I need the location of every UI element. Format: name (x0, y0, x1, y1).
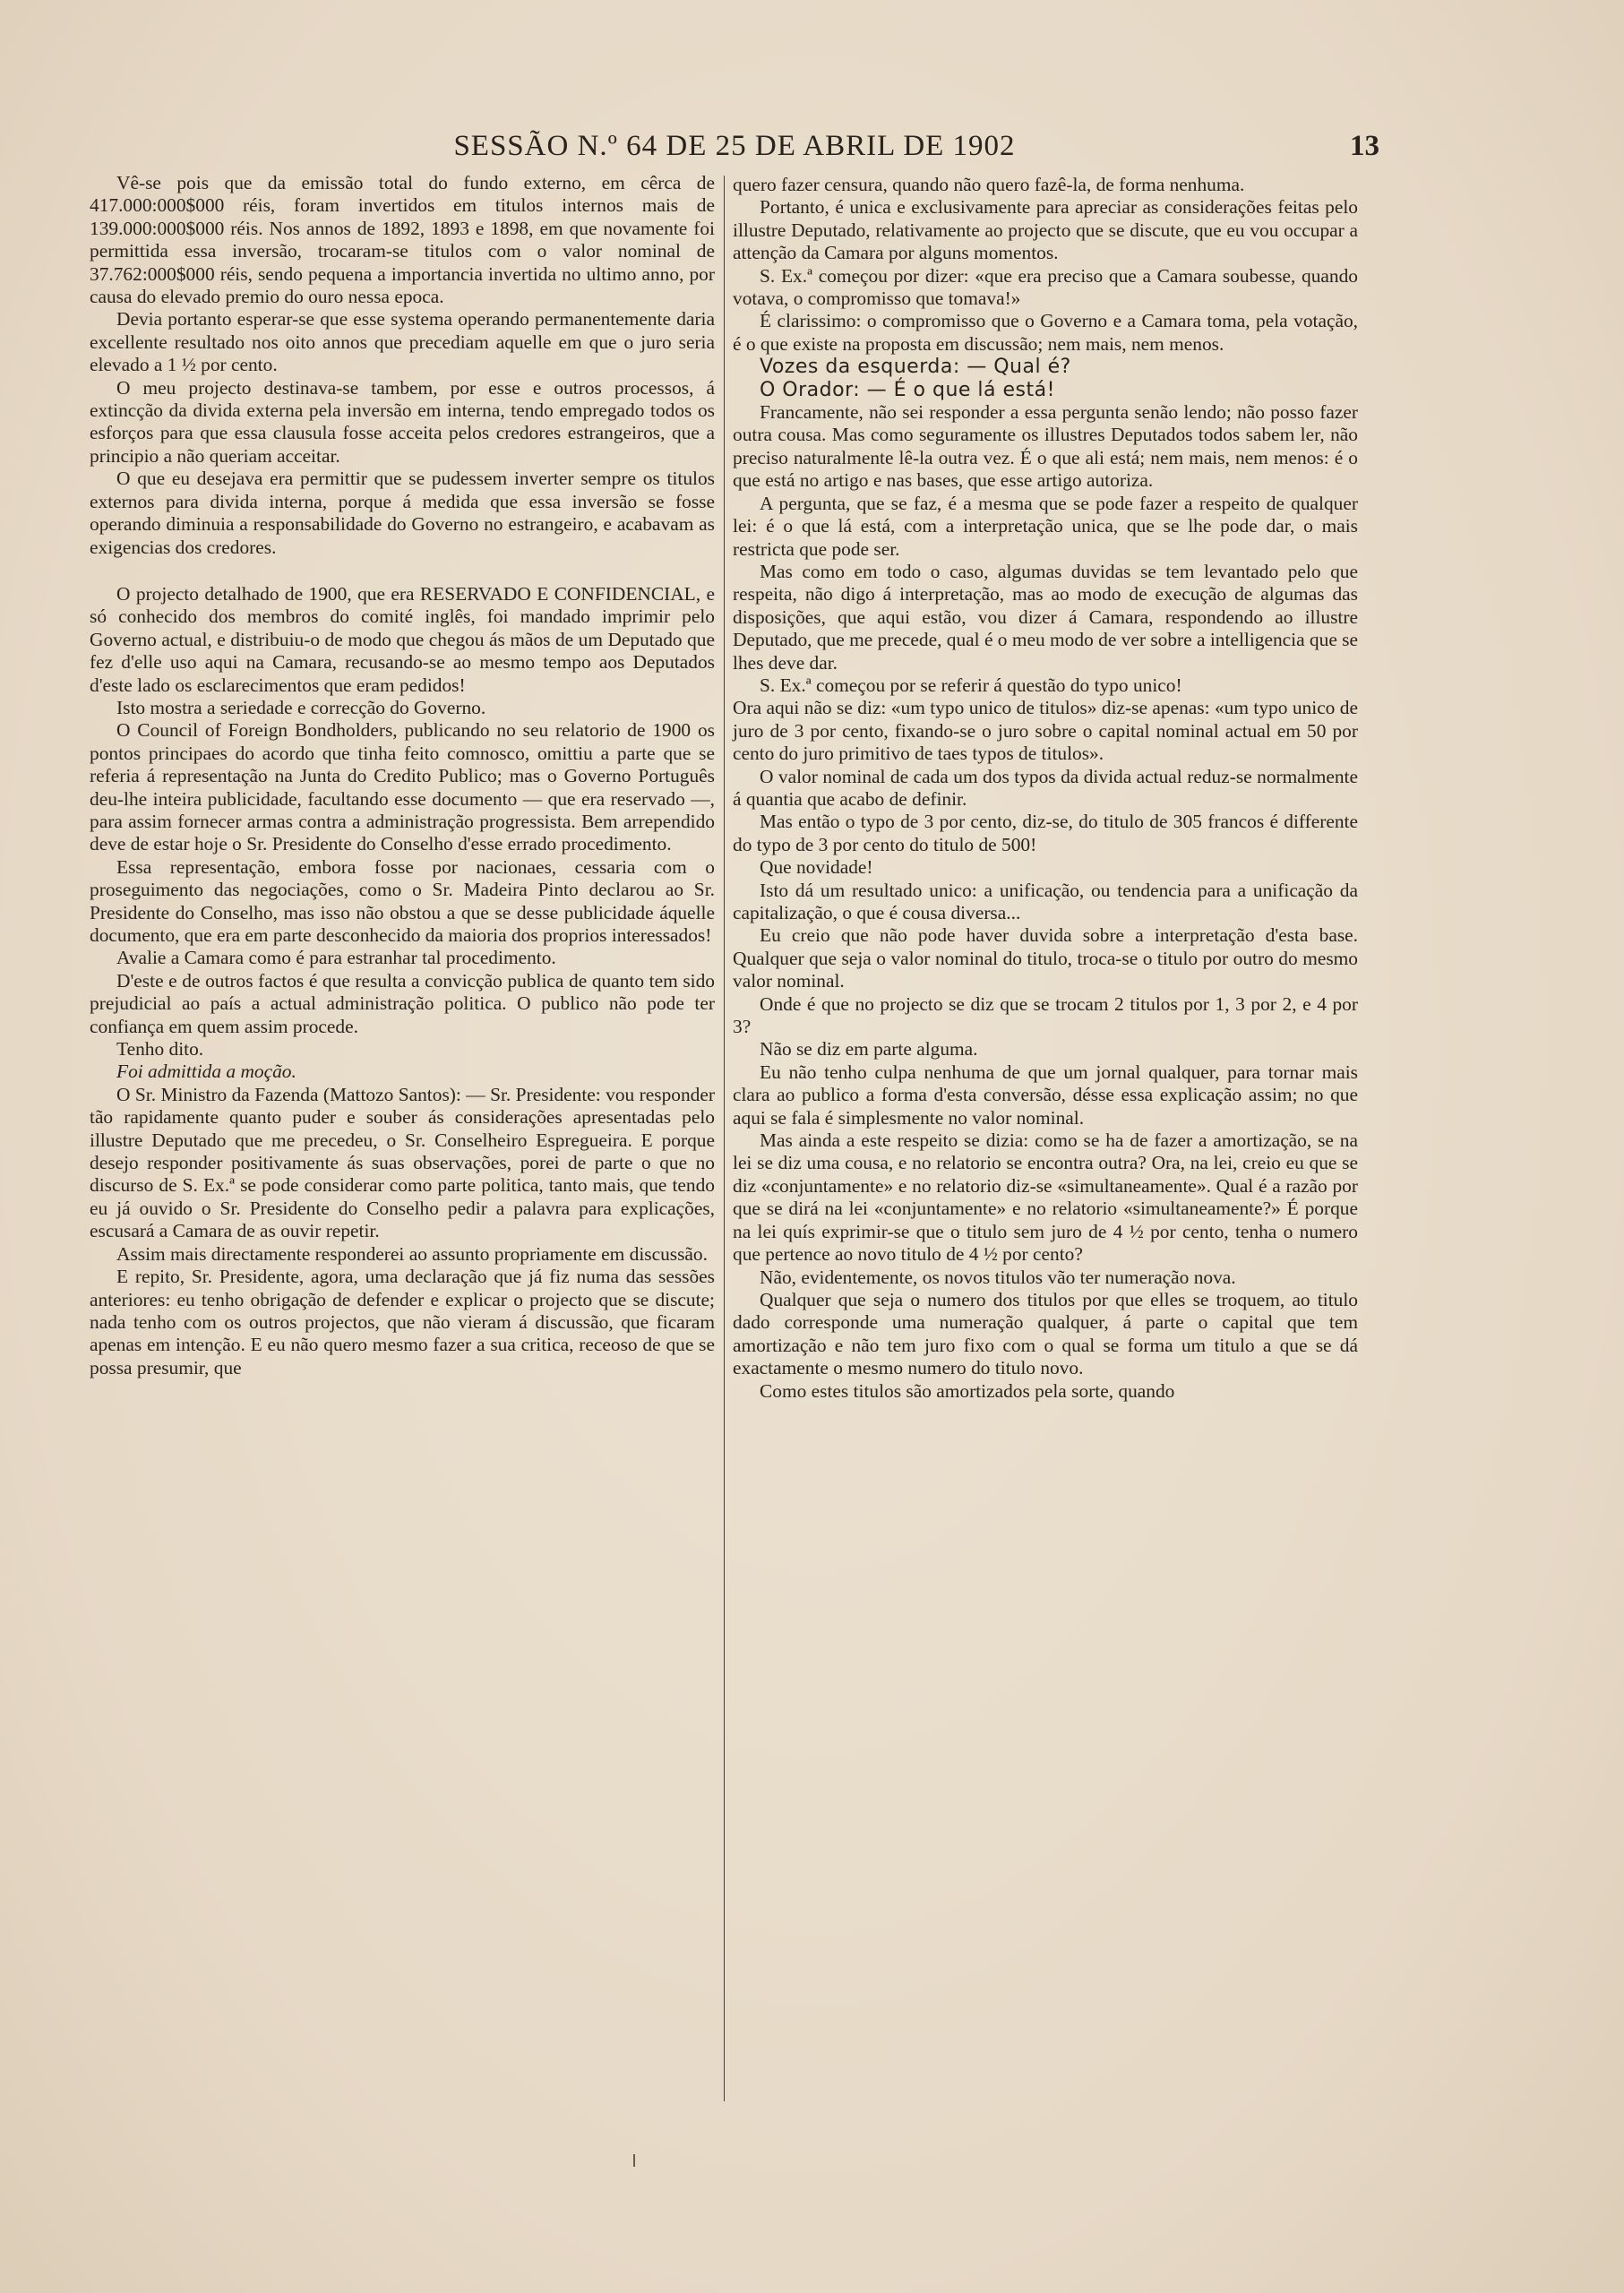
speaker-reply: O Orador: — É o que lá está! (760, 378, 1055, 401)
paragraph: Essa representação, embora fosse por nacionaes, cessaria com o proseguimento das negociações, como o Sr. Madeira Pinto declarou ao Sr. Presidente do Conselho, mas isso não obstou a que se desse publicidade áquelle documento, que era em parte desconhecido da maioria dos proprios interessados! (90, 855, 715, 946)
paragraph: Francamente, não sei responder a essa pergunta senão lendo; não posso fazer outra cousa. Mas como seguramente os illustres Deputados todos sabem ler, não preciso naturalmente lê-la outra vez. É o que ali está; nem mais, nem menos: é o que está no artigo e nas bases, que esse artigo autoriza. (733, 401, 1358, 492)
paragraph: Onde é que no projecto se diz que se trocam 2 titulos por 1, 3 por 2, e 4 por 3? (733, 992, 1358, 1038)
paragraph: Qualquer que seja o numero dos titulos por que elles se troquem, ao titulo dado corresponde uma numeração qualquer, á parte o capital que tem amortização e não tem juro fixo com o qual se forma um titulo a que se dá exactamente o mesmo numero do titulo novo. (733, 1288, 1358, 1379)
left-column (90, 172, 715, 1379)
paragraph: É clarissimo: o compromisso que o Governo e a Camara toma, pela votação, é o que existe na proposta em discussão; nem mais, nem menos. (733, 310, 1358, 355)
paragraph: O meu projecto destinava-se tambem, por esse e outros processos, á extincção da divida externa pela inversão em interna, tendo empregado todos os esforços para que essa clausula fosse acceita pelos credores estrangeiros, que a principio a não queriam acceitar. (90, 376, 715, 467)
paragraph: Assim mais directamente responderei ao assunto propriamente em discussão. (116, 1242, 708, 1265)
paragraph: Avalie a Camara como é para estranhar tal procedimento. (116, 947, 556, 969)
paragraph: Não, evidentemente, os novos titulos vão ter numeração nova. (760, 1266, 1236, 1288)
paragraph: Eu não tenho culpa nenhuma de que um jornal qualquer, para tornar mais clara ao publico a forma d'esta conversão, désse essa explicação assim; no que aqui se fala é simplesmente no valor nominal. (733, 1061, 1358, 1129)
paragraph: Tenho dito. (116, 1038, 204, 1061)
section-gap (90, 559, 715, 583)
paragraph: O valor nominal de cada um dos typos da divida actual reduz-se normalmente á quantia que acabo de definir. (733, 765, 1358, 810)
paragraph: Ora aqui não se diz: «um typo unico de titulos» diz-se apenas: «um typo unico de juro de 3 por cento, fixando-se o juro sobre o capital nominal actual em 50 por cento do juro primitivo de taes typos de titulos». (733, 697, 1358, 765)
paragraph: Mas como em todo o caso, algumas duvidas se tem levantado pelo que respeita, não digo á interpretação, mas ao modo de execução de algumas das disposições, que aqui estão, vou dizer á Camara, respondendo ao illustre Deputado, que me precede, qual é o meu modo de ver sobre a intelligencia que se lhes deve dar. (733, 560, 1358, 674)
paragraph: S. Ex.ª começou por dizer: «que era preciso que a Camara soubesse, quando votava, o compromisso que tomava!» (733, 264, 1358, 310)
paragraph: Portanto, é unica e exclusivamente para apreciar as considerações feitas pelo illustre Deputado, relativamente ao projecto que se discute, que eu vou occupar a attenção da Camara por alguns momentos. (733, 196, 1358, 264)
paragraph: Que novidade! (760, 856, 873, 879)
paragraph: quero fazer censura, quando não quero fazê-la, de forma nenhuma. (733, 174, 1245, 195)
paragraph: Vê-se pois que da emissão total do fundo externo, em cêrca de 417.000:000$000 réis, foram invertidos em titulos internos mais de 139.000:000$000 réis. Nos annos de 1892, 1893 e 1898, em que novamente foi permittida essa inversão, trocaram-se titulos com o valor nominal de 37.762:000$000 réis, sendo pequena a importancia invertida no ultimo anno, por causa do elevado premio do ouro nessa epoca. (90, 172, 715, 308)
paragraph: Devia portanto esperar-se que esse systema operando permanentemente daria excellente resultado nos oito annos que precediam aquelle em que o juro seria elevado a 1 ½ por cento. (90, 308, 715, 376)
minister-speech: O Sr. Ministro da Fazenda (Mattozo Santos): — Sr. Presidente: vou responder tão rapidamente quanto puder e souber ás considerações apresentadas pelo illustre Deputado que me precedeu, o Sr. Conselheiro Espregueira. E porque desejo responder positivamente ás suas observações, porei de parte o que no discurso de S. Ex.ª se pode considerar como parte politica, tanto mais, que tendo eu já ouvido o Sr. Presidente do Conselho pedir a palavra para explicações, escusará a Camara de as ouvir repetir. (90, 1083, 715, 1242)
page-header (90, 130, 1379, 169)
page-number: 13 (1350, 130, 1379, 162)
paragraph: S. Ex.ª começou por se referir á questão do typo unico! (760, 674, 1182, 696)
paragraph: Mas então o typo de 3 por cento, diz-se, do titulo de 305 francos é differente do typo de 3 por cento do titulo de 500! (733, 811, 1358, 855)
paragraph: Mas ainda a este respeito se dizia: como se ha de fazer a amortização, se na lei se diz uma cousa, e no relatorio se encontra outra? Ora, na lei, creio eu que se diz «conjuntamente» e no relatorio diz-se «simultaneamente». Qual é a razão por que se dirá na lei «conjuntamente» e no relatorio «simultaneamente?» É porque na lei quís exprimir-se que o titulo sem juro de 4 ½ por cento, tenha o numero que pertence ao novo titulo de 4 ½ por cento? (733, 1129, 1358, 1266)
column-divider (724, 176, 725, 2101)
paragraph: O que eu desejava era permittir que se pudessem inverter sempre os titulos externos para divida interna, porque á medida que essa inversão se fosse operando diminuia a responsabilidade do Governo no estrangeiro, e acabavam as exigencias dos credores. (90, 468, 715, 558)
paragraph: Como estes titulos são amortizados pela sorte, quando (760, 1379, 1175, 1402)
paragraph: D'este e de outros factos é que resulta a convicção publica de quanto tem sido prejudicial ao país a actual administração politica. O publico não pode ter confiança em quem assim procede. (90, 969, 715, 1037)
interjection-left-voices: Vozes da esquerda: — Qual é? (760, 356, 1071, 379)
motion-admitted-note: Foi admittida a moção. (116, 1061, 296, 1083)
session-title: SESSÃO N.º 64 DE 25 DE ABRIL DE 1902 (453, 130, 1016, 162)
right-column (733, 174, 1358, 1403)
paragraph: Isto mostra a seriedade e correcção do Governo. (116, 696, 486, 718)
paragraph: Eu creio que não pode haver duvida sobre a interpretação d'esta base. Qualquer que seja o valor nominal do titulo, troca-se o titulo por outro do mesmo valor nominal. (733, 924, 1358, 992)
paragraph: Não se diz em parte alguma. (760, 1038, 978, 1061)
paragraph: O Council of Foreign Bondholders, publicando no seu relatorio de 1900 os pontos principaes do acordo que tinha feito comnosco, omittiu a parte que se referia á representação na Junta do Credito Publico; mas o Governo Português deu-lhe inteira publicidade, facultando esse documento — que era reservado —, para assim fornecer armas contra a administração progressista. Bem arrependido deve de estar hoje o Sr. Presidente do Conselho d'esse errado procedimento. (90, 719, 715, 855)
paragraph: A pergunta, que se faz, é a mesma que se pode fazer a respeito de qualquer lei: é o que lá está, com a interpretação unica, que se lhe pode dar, o mais restricta que pode ser. (733, 492, 1358, 560)
paragraph: E repito, Sr. Presidente, agora, uma declaração que já fiz numa das sessões anteriores: eu tenho obrigação de defender e explicar o projecto que se discute; nada tenho com os outros projectos, que não vieram á discussão, que ficaram apenas em intenção. E eu não quero mesmo fazer a sua critica, receoso de que se possa presumir, que (90, 1266, 715, 1378)
print-speck (633, 2154, 635, 2167)
paragraph: Isto dá um resultado unico: a unificação, ou tendencia para a unificação da capitalização, o que é cousa diversa... (733, 879, 1358, 923)
paragraph: O projecto detalhado de 1900, que era RESERVADO E CONFIDENCIAL, e só conhecido dos membros do comité inglês, foi mandado imprimir pelo Governo actual, e distribuiu-o de modo que chegou ás mãos de um Deputado que fez d'elle uso aqui na Camara, recusando-se ao mesmo tempo aos Deputados d'este lado os esclarecimentos que eram pedidos! (90, 582, 715, 696)
